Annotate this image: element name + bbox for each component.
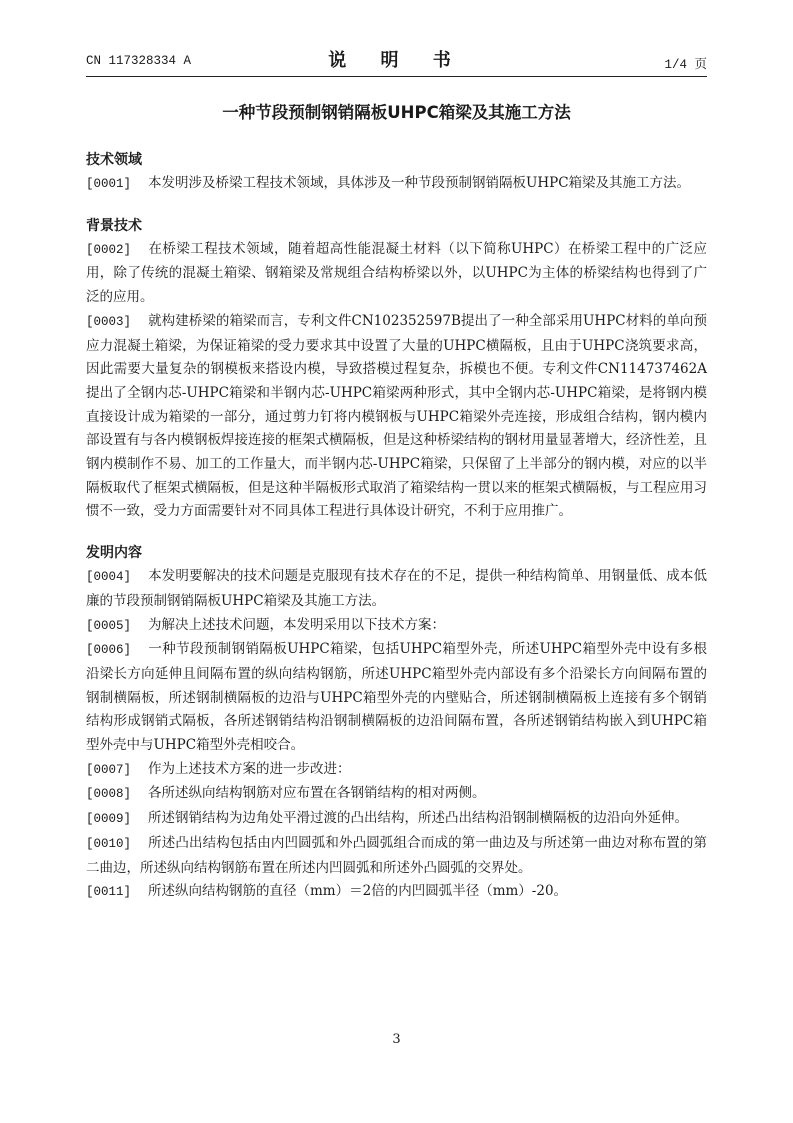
header-divider <box>86 76 707 77</box>
section <box>86 214 707 524</box>
paragraph-text: 本发明涉及桥梁工程技术领域，具体涉及一种节段预制钢销隔板UHPC箱梁及其施工方法。 <box>148 175 691 191</box>
paragraph <box>86 172 707 197</box>
paragraph <box>86 758 707 783</box>
document-body <box>86 148 707 922</box>
paragraph-number: [0005] <box>86 618 132 633</box>
document-title: 一种节段预制钢销隔板UHPC箱梁及其施工方法 <box>222 103 571 122</box>
section <box>86 148 707 197</box>
paragraph <box>86 614 707 639</box>
paragraph <box>86 832 707 880</box>
page-indicator: 1/4 页 <box>664 58 707 72</box>
paragraph <box>86 807 707 832</box>
section-heading: 发明内容 <box>86 545 142 562</box>
paragraph-text: 在桥梁工程技术领域，随着超高性能混凝土材料（以下简称UHPC）在桥梁工程中的广泛应用，除了传统的混凝土箱梁、钢箱梁及常规组合结构桥梁以外，以UHPC为主体的桥梁结构也得到了广泛的应用。 <box>86 240 707 306</box>
paragraph <box>86 565 707 613</box>
paragraph-text: 各所述纵向结构钢筋对应布置在各钢销结构的相对两侧。 <box>148 785 486 802</box>
page-header <box>86 46 707 76</box>
paragraph-text: 所述纵向结构钢筋的直径（mm）＝2倍的内凹圆弧半径（mm）-20。 <box>148 883 568 900</box>
paragraph <box>86 638 707 758</box>
paragraph-text: 所述凸出结构包括由内凹圆弧和外凸圆弧组合而成的第一曲边及与所述第一曲边对称布置的第二曲边，所述纵向结构钢筋布置在所述内凹圆弧和所述外凸圆弧的交界处。 <box>86 834 707 876</box>
paragraph-number: [0002] <box>86 242 132 257</box>
paragraph-number: [0010] <box>86 836 132 851</box>
paragraph <box>86 880 707 905</box>
paragraph-text: 为解决上述技术问题，本发明采用以下技术方案： <box>148 616 445 633</box>
paragraph <box>86 238 707 310</box>
document-type-label: 说 明 书 <box>328 50 465 71</box>
paragraph <box>86 310 707 524</box>
paragraph-number: [0008] <box>86 787 132 802</box>
paragraph-number: [0011] <box>86 885 132 900</box>
paragraph-text: 本发明要解决的技术问题是克服现有技术存在的不足，提供一种结构简单、用钢量低、成本低廉的节段预制钢销隔板UHPC箱梁及其施工方法。 <box>86 568 707 609</box>
paragraph-text: 一种节段预制钢销隔板UHPC箱梁，包括UHPC箱型外壳，所述UHPC箱型外壳中设有多根沿梁长方向延伸且间隔布置的纵向结构钢筋，所述UHPC箱型外壳内部设有多个沿梁长方向间隔布置的钢制横隔板，所述钢制横隔板的边沿与UHPC箱型外壳的内壁贴合，所述钢制横隔板上连接有多个钢销结构形成钢销式隔板，各所述钢销结构沿钢制横隔板的边沿间隔布置，各所述钢销结构嵌入到UHPC箱型外壳中与UHPC箱型外壳相咬合。 <box>86 641 707 754</box>
paragraph-number: [0001] <box>86 177 132 191</box>
paragraph-number: [0003] <box>86 314 132 329</box>
paragraph-text: 作为上述技术方案的进一步改进： <box>148 760 351 777</box>
paragraph-number: [0006] <box>86 643 132 658</box>
section <box>86 541 707 905</box>
page-number: 3 <box>392 1032 401 1047</box>
paragraph-number: [0004] <box>86 570 132 585</box>
paragraph-text: 所述钢销结构为边角处平滑过渡的凸出结构，所述凸出结构沿钢制横隔板的边沿向外延伸。 <box>148 810 688 827</box>
paragraph-text: 就构建桥梁的箱梁而言，专利文件CN102352597B提出了一种全部采用UHPC材料的单向预应力混凝土箱梁，为保证箱梁的受力要求其中设置了大量的UHPC横隔板，且由于UHPC浇筑要求高，因此需要大量复杂的钢模板来搭设内模，导致搭模过程复杂，拆模也不便。专利文件CN114737462A提出了全钢内芯-UHPC箱梁和半钢内芯-UHPC箱梁两种形式，其中全钢内芯-UHPC箱梁，是将钢内模直接设计成为箱梁的一部分，通过剪力钉将内模钢板与UHPC箱梁外壳连接，形成组合结构，钢内模内部设置有与各内模钢板焊接连接的框架式横隔板，但是这种桥梁结构的钢材用量显著增大，经济性差，且钢内模制作不易、加工的工作量大，而半钢内芯-UHPC箱梁，只保留了上半部分的钢内模，对应的以半隔板取代了框架式横隔板，但是这种半隔板形式取消了箱梁结构一贯以来的框架式横隔板，与工程应用习惯不一致，受力方面需要针对不同具体工程进行具体设计研究，不利于应用推广。 <box>86 312 707 520</box>
paragraph-number: [0009] <box>86 812 132 827</box>
section-heading: 背景技术 <box>86 217 142 234</box>
section-heading: 技术领域 <box>86 152 142 168</box>
patent-number: CN 117328334 A <box>86 54 192 68</box>
paragraph-number: [0007] <box>86 762 132 777</box>
paragraph <box>86 782 707 807</box>
